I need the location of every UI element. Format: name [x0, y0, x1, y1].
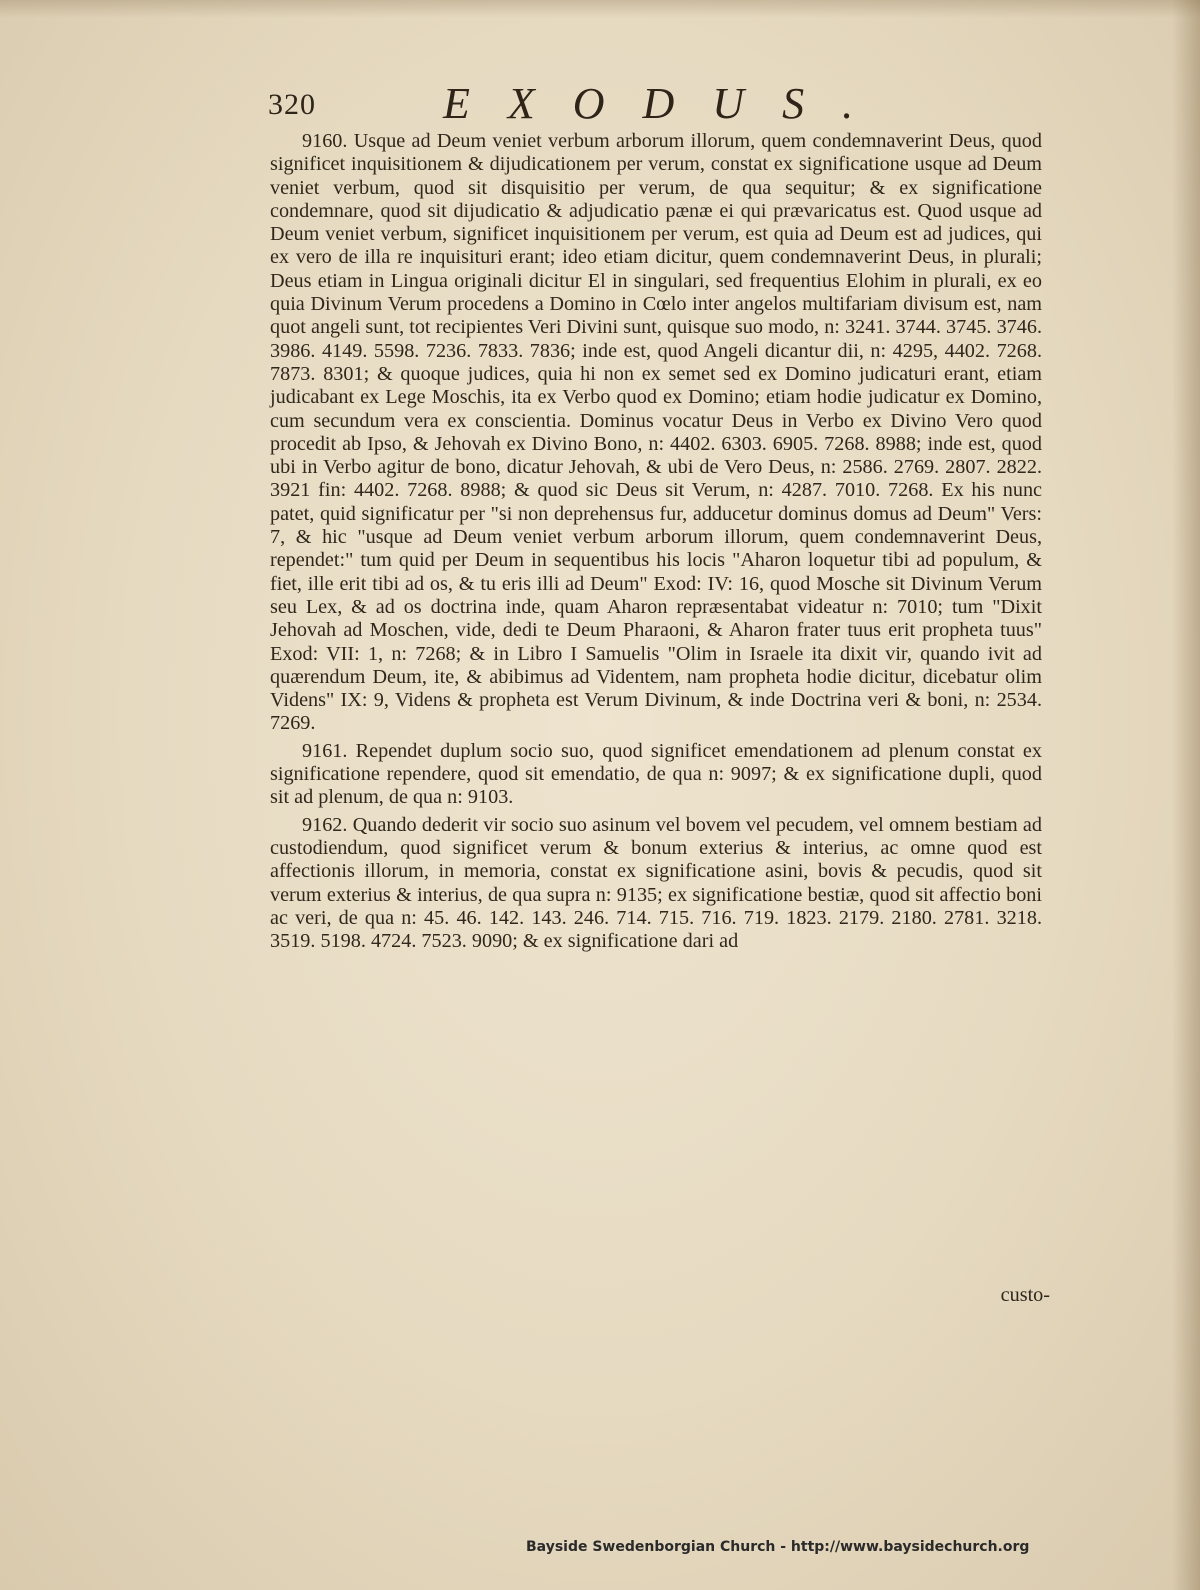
page-top-shadow [0, 0, 1200, 18]
footer-credit: Bayside Swedenborgian Church - http://www.baysidechurch.org [526, 1539, 1030, 1555]
running-title: EXODUS. [443, 79, 892, 128]
body-text [270, 130, 1042, 953]
paragraph-9160: 9160. Usque ad Deum veniet verbum arborum illorum, quem condemnaverint Deus, quod significet inquisitionem & dijudicationem per verum, constat ex significatione usque ad Deum veniet verbum, quod sit disquisitio per verum, de qua sequitur; & ex significatione condemnare, quod sit dijudicatio & adjudicatio pænæ ei qui prævaricatus est. Quod usque ad Deum veniet verbum, significet inquisitionem per verum, est quia ad Deum est ad judices, qui ex vero de illa re inquisituri erant; ideo etiam dicitur, quem condemnaverint Deus, in plurali; Deus etiam in Lingua originali dicitur El in singulari, sed frequentius Elohim in plurali, ex eo quia Divinum Verum procedens a Domino in Cœlo inter angelos multifariam divisum est, nam quot angeli sunt, tot recipientes Veri Divini sunt, quisque suo modo, n: 3241. 3744. 3745. 3746. 3986. 4149. 5598. 7236. 7833. 7836; inde est, quod Angeli dicantur dii, n: 4295, 4402. 7268. 7873. 8301; & quoque judices, quia hi non ex semet sed ex Domino judicaturi erant, etiam judicabant ex Lege Moschis, ita ex Verbo quod ex Domino; etiam hodie judicatur ex Domino, cum secundum vera ex conscientia. Dominus vocatur Deus in Verbo ex Divino Vero quod procedit ab Ipso, & Jehovah ex Divino Bono, n: 4402. 6303. 6905. 7268. 8988; inde est, quod ubi in Verbo agitur de bono, dicatur Jehovah, & ubi de Vero Deus, n: 2586. 2769. 2807. 2822. 3921 fin: 4402. 7268. 8988; & quod sic Deus sit Verum, n: 4287. 7010. 7268. Ex his nunc patet, quid significatur per "si non deprehensus fur, adducetur dominus domus ad Deum" Vers: 7, & hic "usque ad Deum veniet verbum arborum illorum, quem condemnaverint Deus, rependet:" tum quid per Deum in sequentibus his locis "Aharon loquetur tibi ad populum, & fiet, ille erit tibi ad os, & tu eris illi ad Deum" Exod: IV: 16, quod Mosche sit Divinum Verum seu Lex, & ad os doctrina inde, quam Aharon repræsentabat videatur n: 7010; tum "Dixit Jehovah ad Moschen, vide, dedi te Deum Pharaoni, & Aharon frater tuus erit propheta tuus" Exod: VII: 1, n: 7268; & in Libro I Samuelis "Olim in Israele ita dixit vir, quando ivit ad quærendum Deum, ite, & abibimus ad Videntem, nam propheta hodie dicitur, dicebatur olim Videns" IX: 9, Videns & propheta est Verum Divinum, & inde Doctrina veri & boni, n: 2534. 7269. [270, 130, 1042, 735]
page-header [268, 78, 918, 128]
page-edge-shadow [1172, 0, 1200, 1590]
paragraph-9162: 9162. Quando dederit vir socio suo asinum vel bovem vel pecudem, vel omnem bestiam ad custodiendum, quod significet verum & bonum exterius & interius, ac omne quod est affectionis illorum, in memoria, constat ex significatione asini, bovis & pecudis, quod sit verum exterius & interius, de qua supra n: 9135; ex significatione bestiæ, quod sit affectio boni ac veri, de qua n: 45. 46. 142. 143. 246. 714. 715. 716. 719. 1823. 2179. 2180. 2781. 3218. 3519. 5198. 4724. 7523. 9090; & ex significatione dari ad [270, 813, 1042, 953]
paragraph-9161: 9161. Rependet duplum socio suo, quod significet emendationem ad plenum constat ex significatione rependere, quod sit emendatio, de qua n: 9097; & ex significatione dupli, quod sit ad plenum, de qua n: 9103. [270, 739, 1042, 809]
catchword: custo- [1000, 1284, 1050, 1306]
page-number: 320 [268, 88, 316, 121]
